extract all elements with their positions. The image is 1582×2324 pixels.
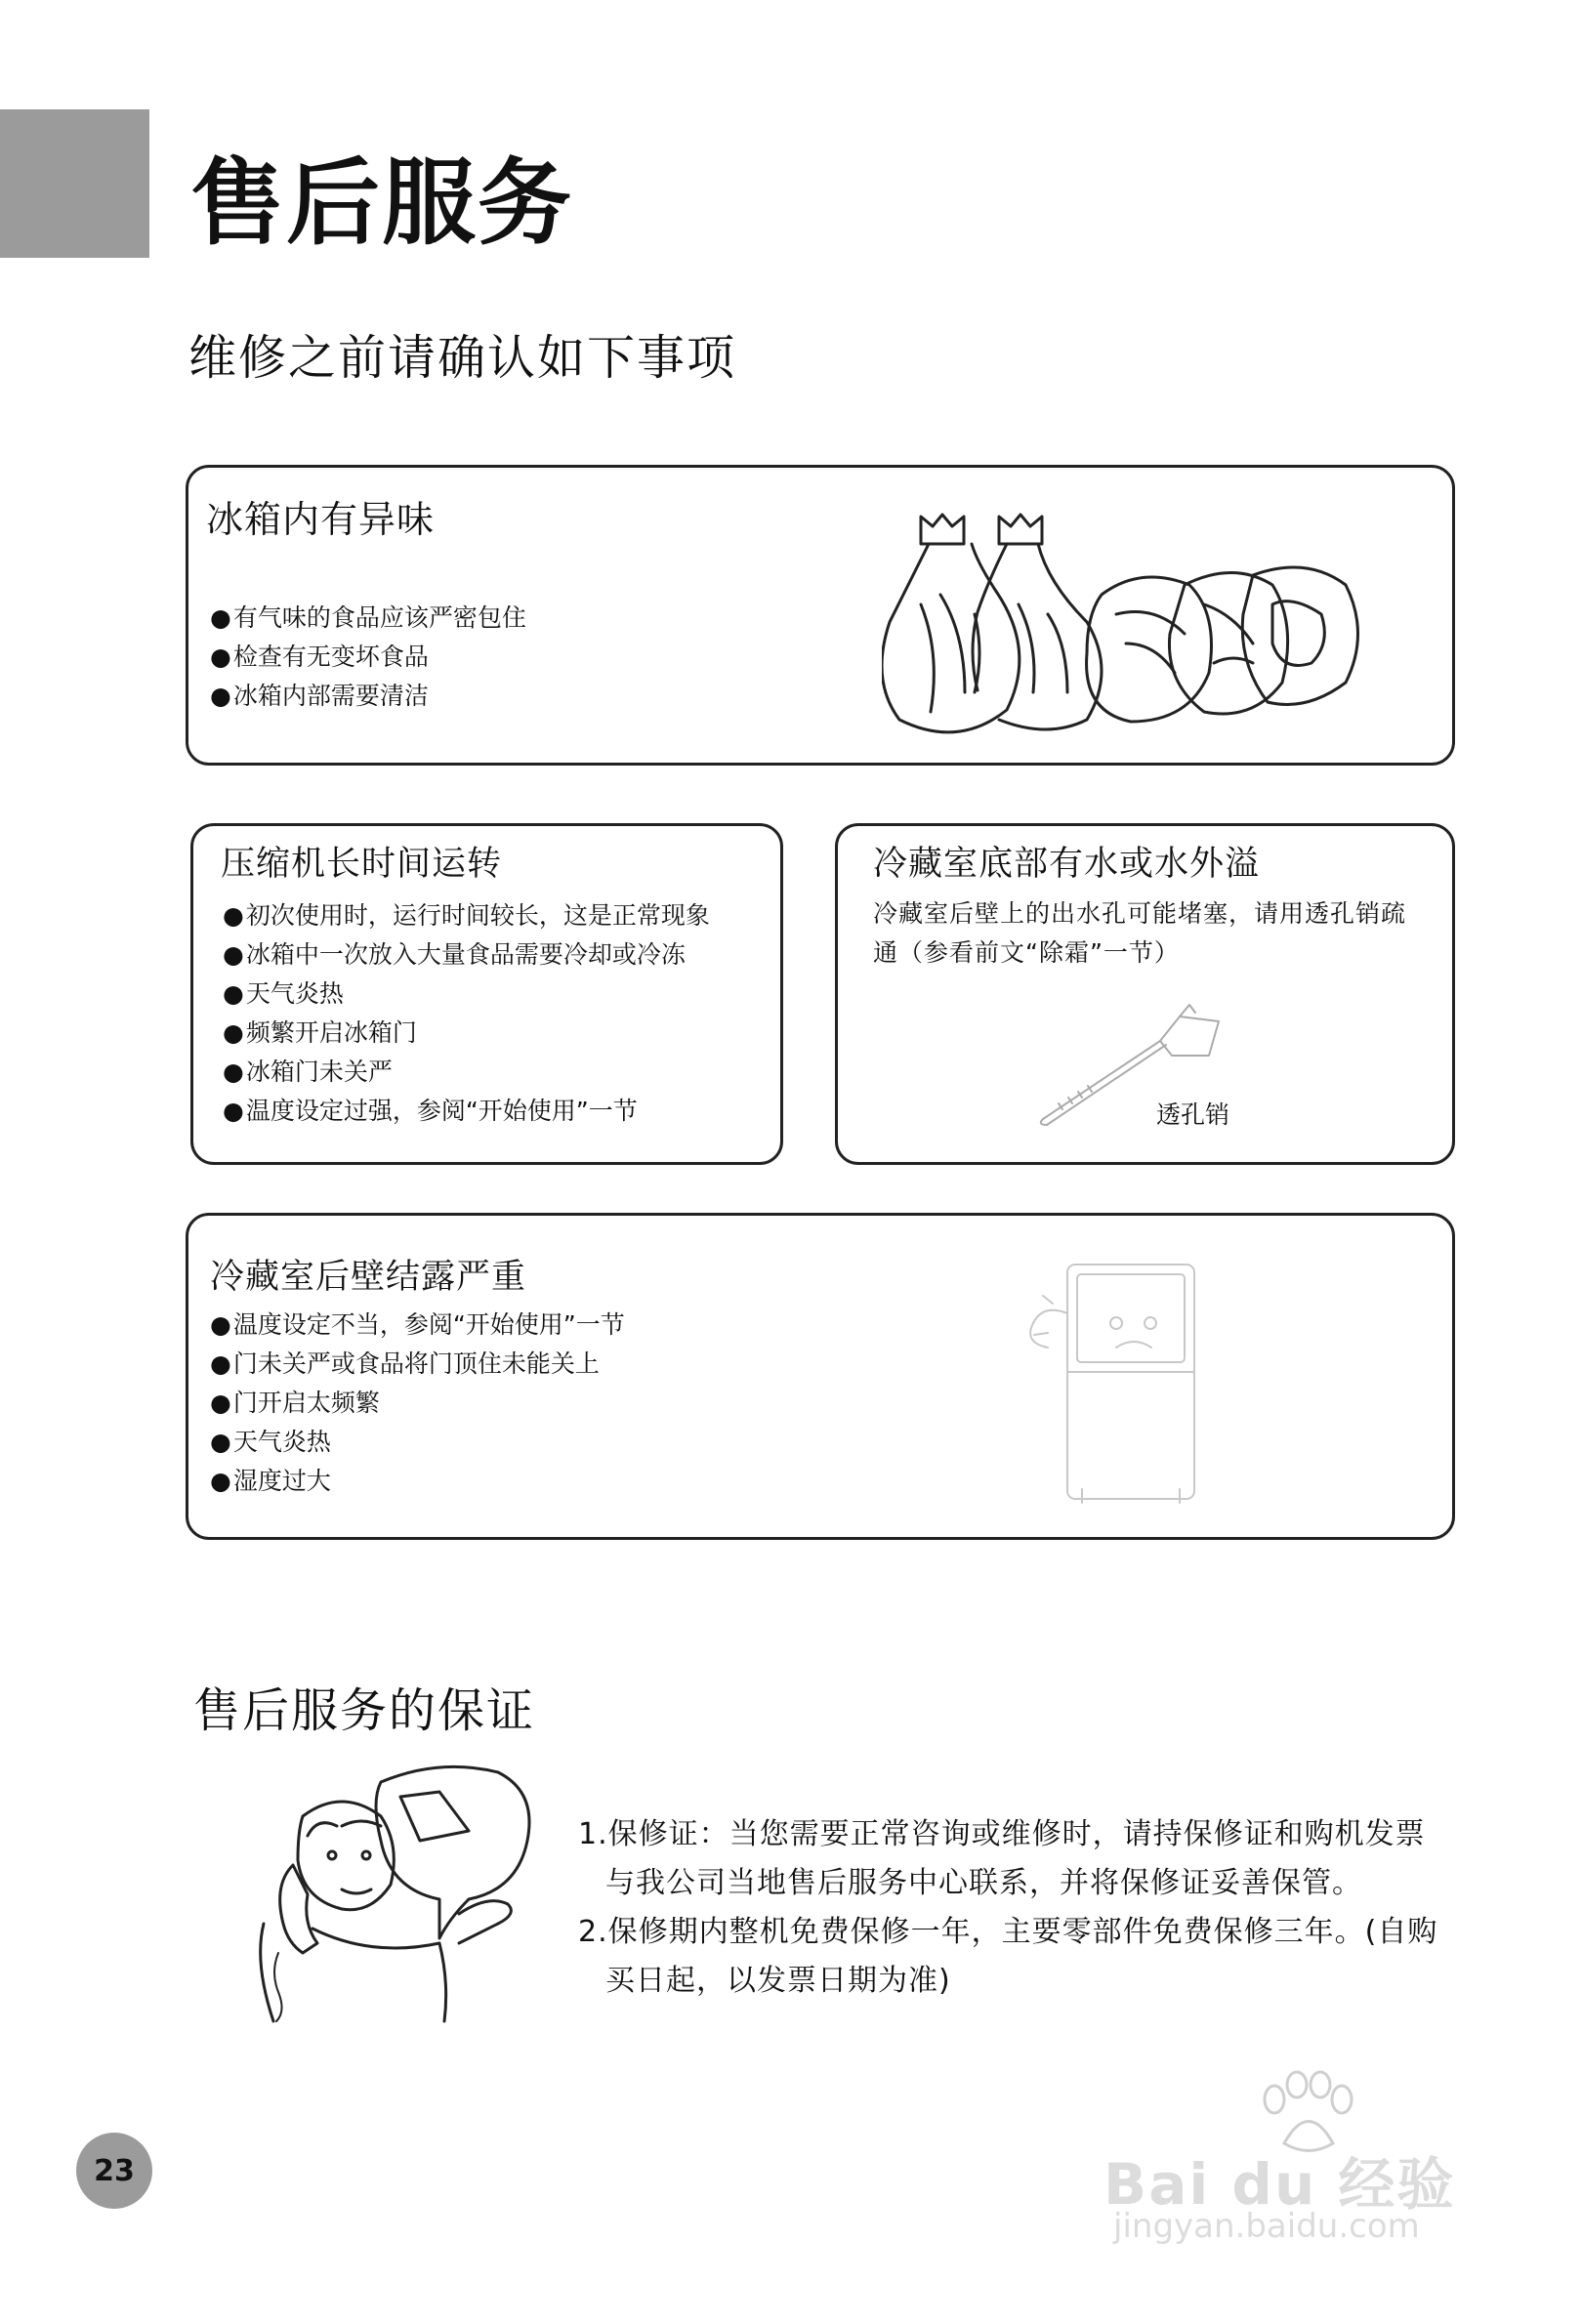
food-bags-illustration <box>882 497 1429 741</box>
warranty-line: 买日起，以发票日期为准) <box>605 1964 951 1998</box>
list-item <box>578 1908 1477 2006</box>
list-item: ● 检查有无变坏食品 <box>210 638 526 677</box>
list-item: ● 冰箱中一次放入大量食品需要冷却或冷冻 <box>223 935 710 975</box>
list-item: ● 湿度过大 <box>210 1462 625 1501</box>
page-number: 23 <box>76 2133 152 2209</box>
condensation-title: 冷藏室后壁结露严重 <box>210 1258 527 1297</box>
compressor-list <box>223 896 710 1131</box>
warranty-line: 与我公司当地售后服务中心联系，并将保修证妥善保管。 <box>605 1866 1362 1900</box>
warranty-list <box>578 1810 1477 2006</box>
section-heading: 维修之前请确认如下事项 <box>188 330 737 386</box>
water-text-line2: 通（参看前文“除霜”一节） <box>873 938 1180 967</box>
list-item: ● 天气炎热 <box>210 1423 625 1462</box>
list-item: ● 初次使用时，运行时间较长，这是正常现象 <box>223 896 710 935</box>
warranty-number: 1. <box>578 1817 608 1851</box>
page-title: 售后服务 <box>190 148 573 258</box>
compressor-title: 压缩机长时间运转 <box>221 845 503 884</box>
compressor-box <box>190 823 783 1165</box>
phone-call-illustration <box>234 1758 557 2026</box>
water-box <box>835 823 1455 1165</box>
list-item: ● 冰箱内部需要清洁 <box>210 677 526 716</box>
condensation-list <box>210 1306 625 1501</box>
warranty-line: 保修期内整机免费保修一年，主要零部件免费保修三年。(自购 <box>607 1915 1438 1949</box>
list-item: ● 温度设定不当，参阅“开始使用”一节 <box>210 1306 625 1345</box>
odor-box <box>186 465 1455 766</box>
water-text-line1: 冷藏室后壁上的出水孔可能堵塞，请用透孔销疏 <box>873 899 1407 928</box>
list-item <box>578 1810 1477 1908</box>
water-title: 冷藏室底部有水或水外溢 <box>873 845 1261 884</box>
drain-pin-label: 透孔销 <box>1156 1100 1230 1129</box>
condensation-box <box>186 1213 1455 1540</box>
list-item: ● 频繁开启冰箱门 <box>223 1014 710 1053</box>
baidu-watermark <box>1103 2070 1494 2246</box>
warranty-heading: 售后服务的保证 <box>193 1683 536 1738</box>
list-item: ● 有气味的食品应该严密包住 <box>210 599 526 638</box>
refrigerator-illustration <box>1009 1255 1214 1518</box>
odor-title: 冰箱内有异味 <box>206 498 436 541</box>
watermark-brand: Bai du 经验 <box>1103 2151 1456 2218</box>
watermark-url: jingyan.baidu.com <box>1113 2207 1420 2246</box>
list-item: ● 温度设定过强，参阅“开始使用”一节 <box>223 1092 710 1131</box>
warranty-number: 2. <box>578 1915 608 1949</box>
list-item: ● 天气炎热 <box>223 975 710 1014</box>
odor-list <box>210 599 526 716</box>
chapter-tab <box>0 109 149 258</box>
list-item: ● 门未关严或食品将门顶住未能关上 <box>210 1345 625 1384</box>
warranty-line: 保修证：当您需要正常咨询或维修时，请持保修证和购机发票 <box>607 1817 1426 1851</box>
list-item: ● 门开启太频繁 <box>210 1384 625 1423</box>
list-item: ● 冰箱门未关严 <box>223 1053 710 1092</box>
